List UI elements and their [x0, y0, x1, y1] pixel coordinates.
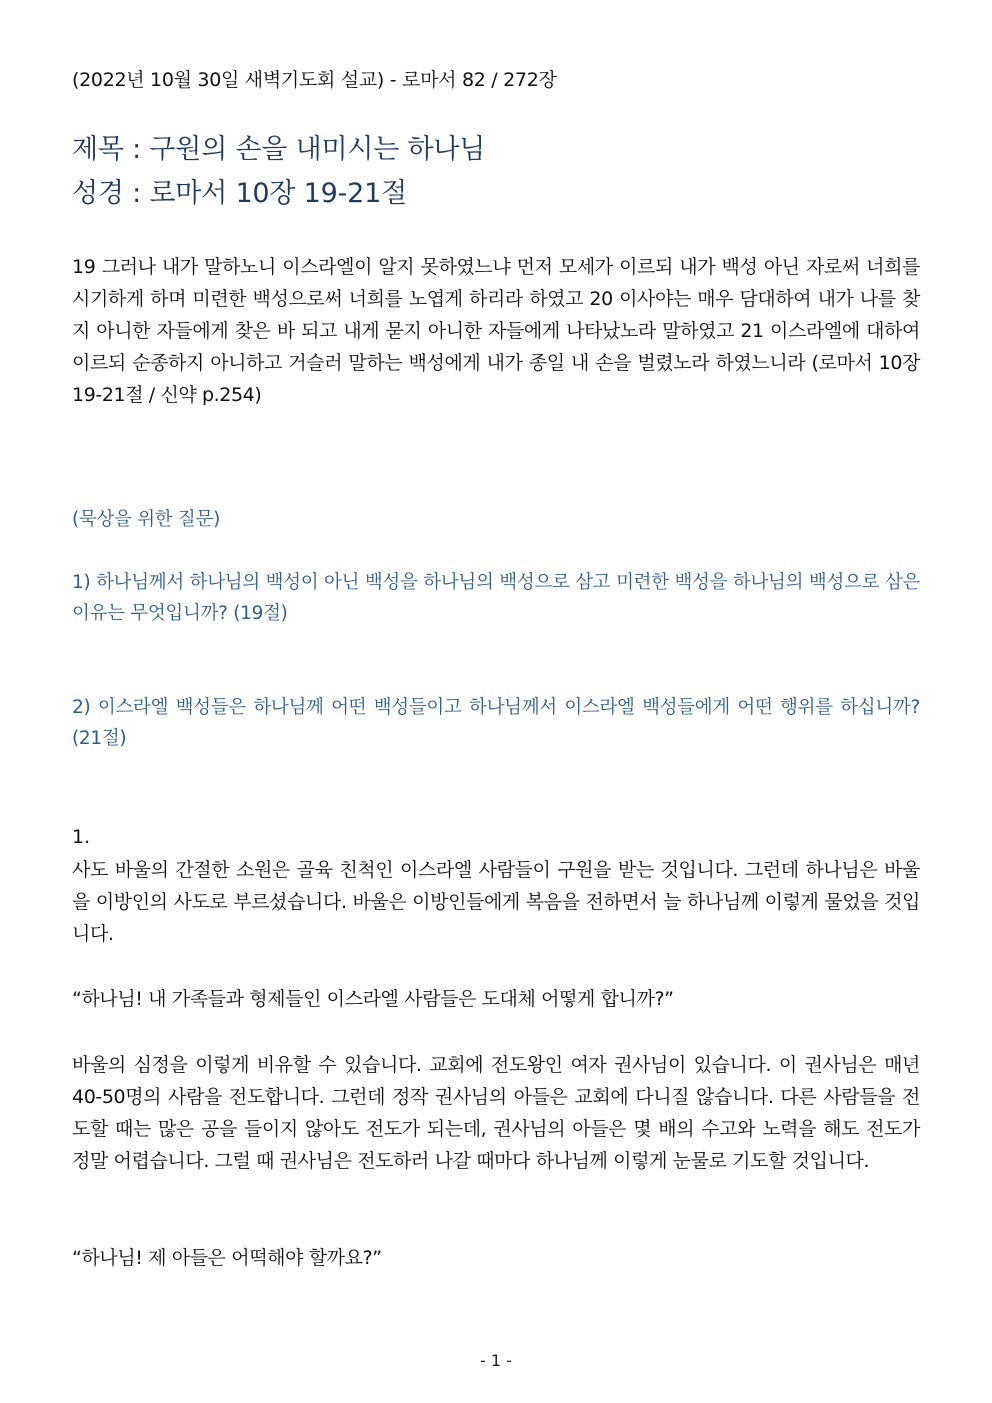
page-number: - 1 -	[480, 1351, 512, 1370]
section-paragraph-2: 바울의 심정을 이렇게 비유할 수 있습니다. 교회에 전도왕인 여자 권사님이 있습니다. 이 권사님은 매년 40-50명의 사람을 전도합니다. 그런데 정작 권사님의 아들은 교회에 다니질 않습니다. 다른 사람들을 전도할 때는 많은 공을 들이지 않아도 전도가 되는데, 권사님의 아들은 몇 배의 수고와 노력을 해도 전도가 정말 어렵습니다. 그럴 때 권사님은 전도하러 나갈 때마다 하나님께 이렇게 눈물로 기도할 것입니다.	[72, 1054, 920, 1172]
section-paragraph-1: 사도 바울의 간절한 소원은 골육 친척인 이스라엘 사람들이 구원을 받는 것입니다. 그런데 하나님은 바울을 이방인의 사도로 부르셨습니다. 바울은 이방인들에게 복음을 전하면서 늘 하나님께 이렇게 물었을 것입니다.	[72, 859, 920, 945]
section-quote-2: “하나님! 제 아들은 어떡해야 할까요?”	[72, 1247, 382, 1269]
section-quote-1: “하나님! 내 가족들과 형제들인 이스라엘 사람들은 도대체 어떻게 합니까?”	[72, 988, 674, 1010]
scripture-reference: 성경 : 로마서 10장 19-21절	[72, 178, 408, 209]
section-number: 1.	[72, 826, 91, 848]
sermon-header: (2022년 10월 30일 새벽기도회 설교) - 로마서 82 / 272장	[72, 69, 557, 91]
meditation-heading: (묵상을 위한 질문)	[72, 509, 220, 530]
meditation-question-2: 2) 이스라엘 백성들은 하나님께 어떤 백성들이고 하나님께서 이스라엘 백성들에게 어떤 행위를 하십니까? (21절)	[72, 697, 920, 749]
meditation-question-1: 1) 하나님께서 하나님의 백성이 아닌 백성을 하나님의 백성으로 삼고 미련한 백성을 하나님의 백성으로 삼은 이유는 무엇입니까? (19절)	[72, 572, 920, 624]
scripture-passage: 19 그러나 내가 말하노니 이스라엘이 알지 못하였느냐 먼저 모세가 이르되 내가 백성 아닌 자로써 너희를 시기하게 하며 미련한 백성으로써 너희를 노엽게 하리라 하였고 20 이사야는 매우 담대하여 내가 나를 찾지 아니한 자들에게 찾은 바 되고 내게 묻지 아니한 자들에게 나타났노라 말하였고 21 이스라엘에 대하여 이르되 순종하지 아니하고 거슬러 말하는 백성에게 내가 종일 내 손을 벌렸노라 하였느니라 (로마서 10장 19-21절 / 신약 p.254)	[72, 256, 920, 406]
sermon-title: 제목 : 구원의 손을 내미시는 하나님	[72, 134, 486, 165]
